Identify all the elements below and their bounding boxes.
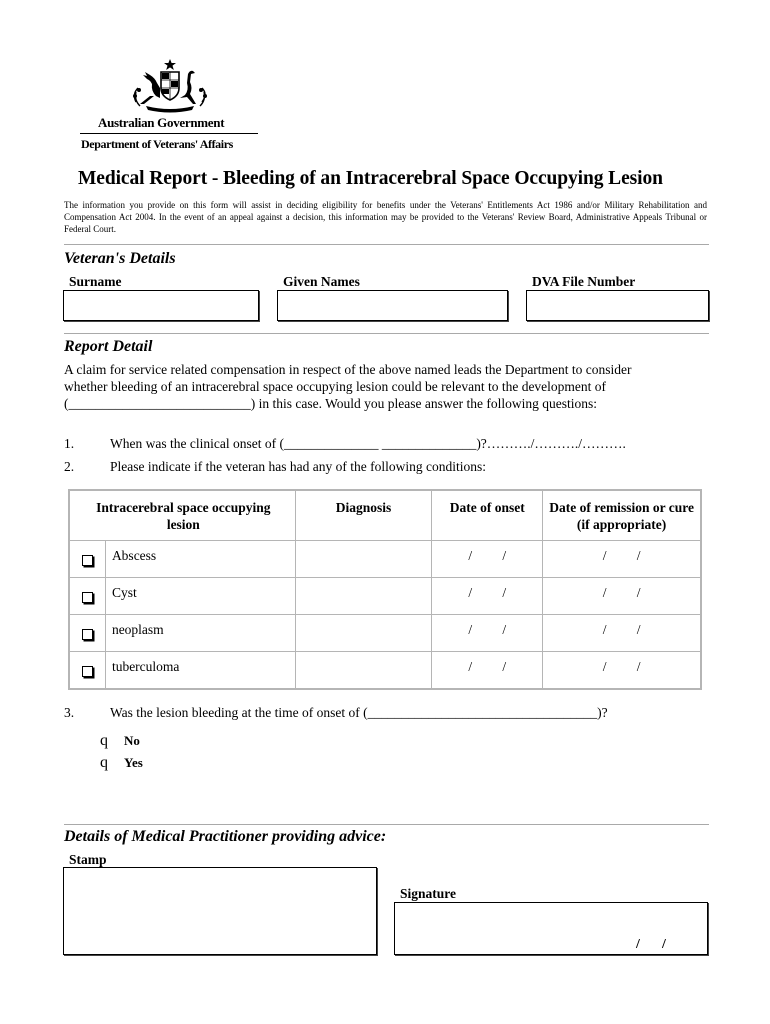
cyst-checkbox[interactable] [82, 592, 93, 603]
remission-date-cell[interactable] [543, 652, 701, 689]
date-separator: / [468, 585, 473, 600]
remission-date-cell[interactable] [543, 615, 701, 652]
condition-name: tuberculoma [105, 652, 295, 689]
question-2-text: Please indicate if the veteran has had any of the following conditions: [110, 459, 487, 474]
table-row [70, 615, 701, 652]
date-separator: / [468, 548, 473, 563]
intro-text: The information you provide on this form will assist in deciding eligibility for benefits under the Veterans' Entitlements Act 1986 and/or Military Rehabilitation and Compensation Act 2004. In the event of an appeal against a decision, this information may be provided to the Veterans' Review Board, Administrative Appeals Tribunal or Federal Court. [64, 200, 707, 234]
section-divider [64, 824, 709, 825]
date-separator: / [636, 622, 641, 637]
surname-label: Surname [69, 274, 122, 289]
date-separator: / [502, 585, 507, 600]
date-separator: / [662, 937, 666, 952]
date-separator: / [602, 659, 607, 674]
option-yes-marker[interactable]: q [100, 754, 108, 771]
conditions-table [69, 490, 701, 689]
given-names-field[interactable] [277, 290, 508, 321]
header-date-of-onset: Date of onset [432, 491, 543, 541]
question-1-number: 1. [64, 436, 75, 451]
tuberculoma-checkbox[interactable] [82, 666, 93, 677]
section-divider [64, 333, 709, 334]
question-2-number: 2. [64, 459, 75, 474]
option-no-marker[interactable]: q [100, 732, 108, 749]
date-separator: / [636, 659, 641, 674]
report-detail-heading: Report Detail [64, 338, 153, 355]
signature-date[interactable] [625, 935, 677, 953]
remission-date-cell[interactable] [543, 541, 701, 578]
question-3-text: Was the lesion bleeding at the time of onset of (__________________________________)? [110, 705, 608, 720]
date-separator: / [502, 622, 507, 637]
option-no-label: No [124, 733, 140, 748]
dva-file-number-field[interactable] [526, 290, 709, 321]
diagnosis-cell[interactable] [295, 652, 432, 689]
date-separator: / [602, 622, 607, 637]
coat-of-arms-icon [130, 58, 210, 114]
date-separator: / [636, 937, 640, 952]
condition-name: Abscess [105, 541, 295, 578]
onset-date-cell[interactable] [432, 578, 543, 615]
date-separator: / [502, 548, 507, 563]
table-row [70, 578, 701, 615]
table-row [70, 541, 701, 578]
header-date-of-remission: Date of remission or cure (if appropriate) [543, 491, 701, 541]
remission-date-cell[interactable] [543, 578, 701, 615]
form-title: Medical Report - Bleeding of an Intracerebral Space Occupying Lesion [78, 168, 663, 189]
question-3-number: 3. [64, 705, 75, 720]
date-separator: / [468, 659, 473, 674]
diagnosis-cell[interactable] [295, 615, 432, 652]
date-separator: / [502, 659, 507, 674]
condition-name: neoplasm [105, 615, 295, 652]
table-header-row [70, 491, 701, 541]
date-separator: / [468, 622, 473, 637]
abscess-checkbox[interactable] [82, 555, 93, 566]
header-diagnosis: Diagnosis [295, 491, 432, 541]
onset-date-cell[interactable] [432, 652, 543, 689]
stamp-field[interactable] [63, 867, 377, 955]
diagnosis-cell[interactable] [295, 578, 432, 615]
onset-date-cell[interactable] [432, 615, 543, 652]
signature-label: Signature [400, 886, 457, 901]
neoplasm-checkbox[interactable] [82, 629, 93, 640]
option-no[interactable] [100, 732, 140, 750]
practitioner-heading: Details of Medical Practitioner providing advice: [64, 828, 387, 845]
option-yes[interactable] [100, 754, 143, 772]
date-separator: / [636, 548, 641, 563]
department-name: Department of Veterans' Affairs [81, 137, 233, 151]
section-divider [64, 244, 709, 245]
condition-name: Cyst [105, 578, 295, 615]
header-divider [80, 133, 258, 134]
dva-file-number-label: DVA File Number [532, 274, 636, 289]
onset-date-cell[interactable] [432, 541, 543, 578]
question-1-text: When was the clinical onset of (______________ ______________)?………./………./………. [110, 436, 626, 451]
report-paragraph: A claim for service related compensation in respect of the above named leads the Department to consider whether bleeding of an intracerebral space occupying lesion could be relevant to the development of (___________________________) in this case. Would you please answer the following questions: [64, 362, 632, 411]
stamp-label: Stamp [69, 852, 107, 867]
date-separator: / [602, 548, 607, 563]
given-names-label: Given Names [283, 274, 360, 289]
option-yes-label: Yes [124, 755, 143, 770]
veteran-details-heading: Veteran's Details [64, 250, 176, 267]
header-condition: Intracerebral space occupying lesion [70, 491, 296, 541]
government-name: Australian Government [98, 115, 225, 130]
date-separator: / [602, 585, 607, 600]
date-separator: / [636, 585, 641, 600]
diagnosis-cell[interactable] [295, 541, 432, 578]
table-row [70, 652, 701, 689]
surname-field[interactable] [63, 290, 259, 321]
